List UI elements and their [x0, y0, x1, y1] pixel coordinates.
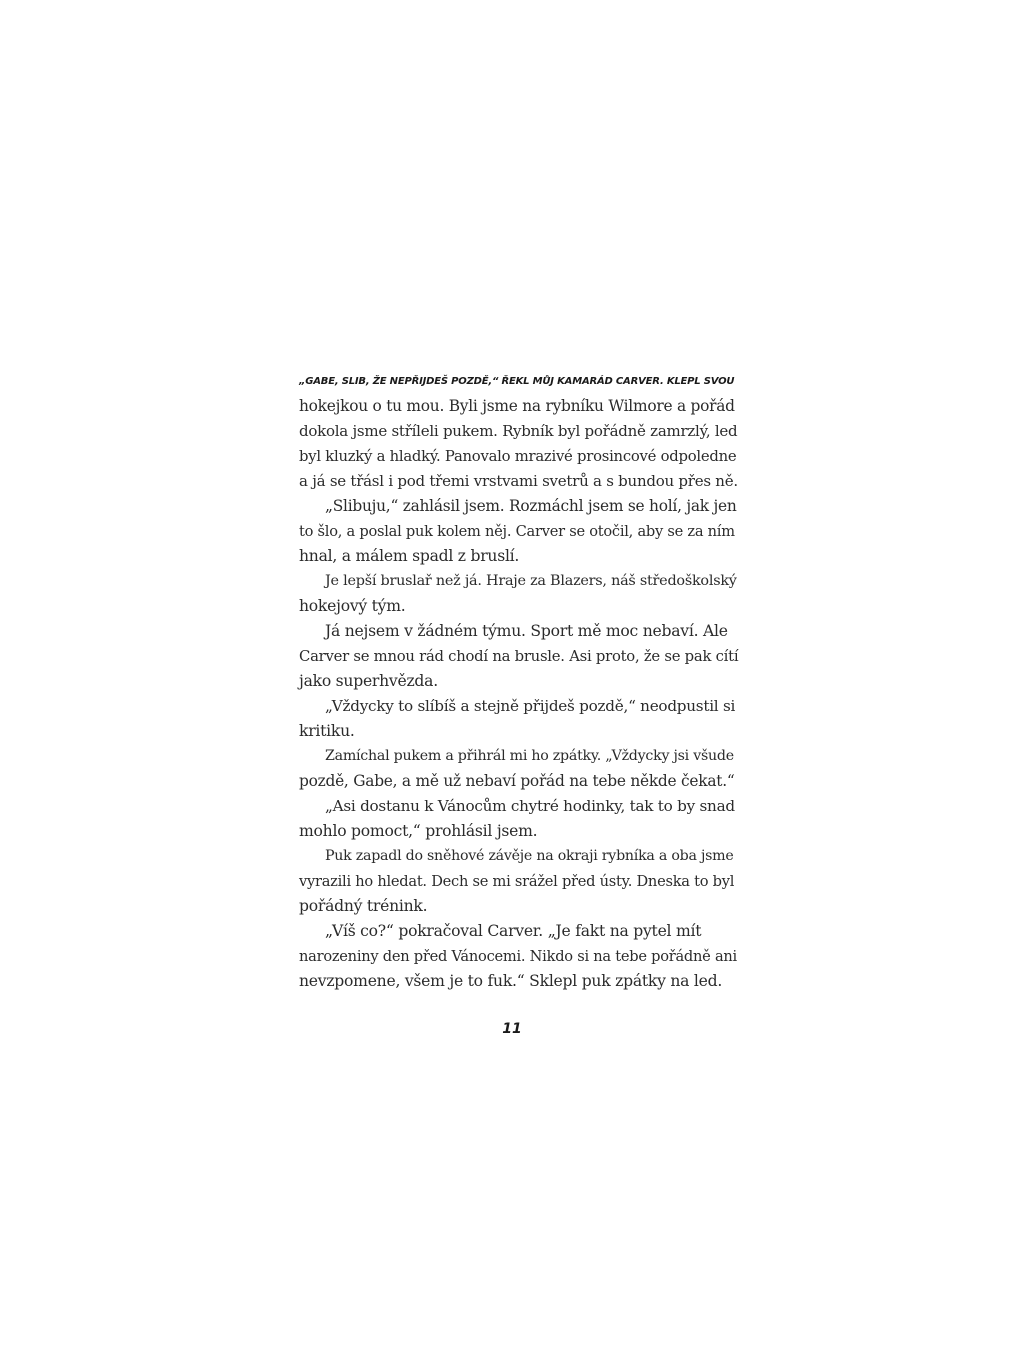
- text-line: Já nejsem v žádném týmu. Sport mě moc nebaví. Ale: [325, 622, 728, 640]
- text-line: to šlo, a poslal puk kolem něj. Carver se otočil, aby se za ním: [299, 523, 735, 540]
- text-line: kritiku.: [299, 722, 355, 740]
- text-line: hokejkou o tu mou. Byli jsme na rybníku Wilmore a pořád: [299, 397, 735, 415]
- text-line: vyrazili ho hledat. Dech se mi srážel před ústy. Dneska to byl: [299, 873, 735, 890]
- text-line: Je lepší bruslař než já. Hraje za Blazers, náš středoškolský: [325, 573, 737, 589]
- text-line: „Vždycky to slíbíš a stejně přijdeš pozdě,“ neodpustil si: [325, 697, 736, 715]
- text-line: jako superhvězda.: [299, 672, 438, 690]
- body-text: [299, 369, 739, 994]
- text-line: „Slibuju,“ zahlásil jsem. Rozmáchl jsem se holí, jak jen: [325, 497, 737, 515]
- text-line: Carver se mnou rád chodí na brusle. Asi proto, že se pak cítí: [299, 648, 739, 665]
- text-line: hnal, a málem spadl z bruslí.: [299, 547, 520, 565]
- text-line: dokola jsme stříleli pukem. Rybník byl pořádně zamrzlý, led: [299, 422, 738, 440]
- text-line: „Víš co?“ pokračoval Carver. „Je fakt na pytel mít: [325, 922, 702, 940]
- text-line: byl kluzký a hladký. Panovalo mrazivé prosincové odpoledne: [299, 448, 737, 465]
- text-line: Zamíchal pukem a přihrál mi ho zpátky. „Vždycky jsi všude: [325, 748, 734, 764]
- opening-line: „GABE, SLIB, ŽE NEPŘIJDEŠ POZDĚ,“ ŘEKL MŮJ KAMARÁD CARVER. KLEPL SVOU: [299, 376, 735, 387]
- text-line: „Asi dostanu k Vánocům chytré hodinky, tak to by snad: [325, 797, 735, 815]
- text-line: mohlo pomoct,“ prohlásil jsem.: [299, 822, 538, 840]
- text-line: narozeniny den před Vánocemi. Nikdo si na tebe pořádně ani: [299, 948, 737, 965]
- text-line: pořádný trénink.: [299, 897, 428, 915]
- text-line: Puk zapadl do sněhové závěje na okraji rybníka a oba jsme: [325, 848, 734, 864]
- text-line: pozdě, Gabe, a mě už nebaví pořád na tebe někde čekat.“: [299, 772, 735, 790]
- page-number: 11: [502, 1021, 522, 1037]
- text-line: a já se třásl i pod třemi vrstvami svetrů a s bundou přes ně.: [299, 472, 738, 490]
- text-line: nevzpomene, všem je to fuk.“ Sklepl puk zpátky na led.: [299, 972, 723, 990]
- text-line: hokejový tým.: [299, 597, 406, 615]
